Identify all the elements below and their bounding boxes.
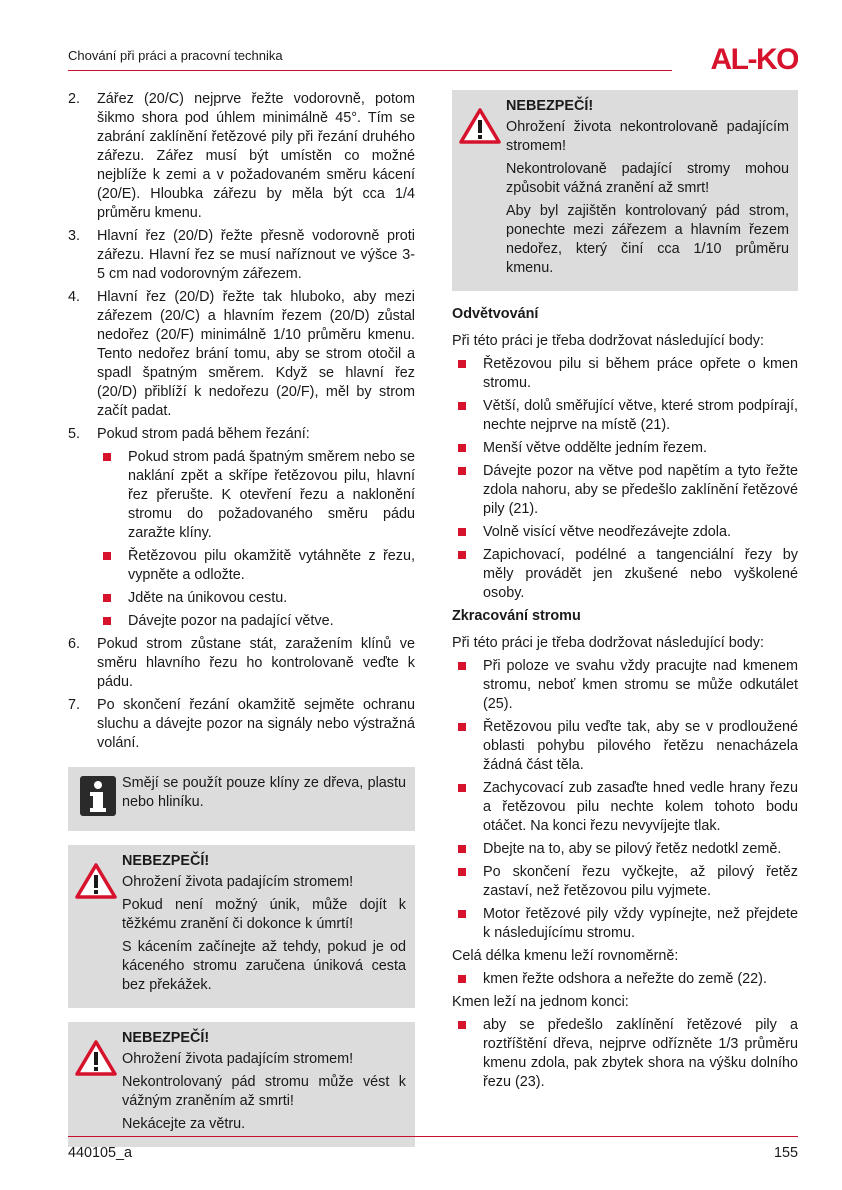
danger-box — [68, 845, 415, 1008]
numbered-item — [68, 425, 415, 444]
item-text: Po skončení řezání okamžitě sejměte ochranu sluchu a dávejte pozor na signály nebo výstražná volání. — [97, 697, 415, 751]
list-item — [452, 779, 798, 836]
danger-box — [68, 1022, 415, 1147]
item-number: 3. — [68, 228, 81, 244]
bullet-square-icon — [103, 552, 111, 560]
item-text: Hlavní řez (20/D) řežte přesně vodorovně proti zářezu. Hlavní řez se musí naříznout ve výšce 3-5 cm nad vodorovným zářezem. — [97, 228, 415, 282]
section-intro: Při této práci je třeba dodržovat následující body: — [452, 333, 764, 349]
item-text: Hlavní řez (20/D) řežte tak hluboko, aby mezi zářezem (20/C) a hlavním řezem (20/D) zůstal nedořez (20/F) minimálně 1/10 průměru kmenu. Tento nedořez brání tomu, aby se strom otočil a spadl špatným směrem. Když se hlavní řez (20/D) přiblíží k nedořezu (20/F), měl by strom začít padat. — [97, 289, 415, 419]
item-number: 5. — [68, 426, 81, 442]
paragraph: Kmen leží na jednom konci: — [452, 994, 629, 1010]
item-text: Pokud strom zůstane stát, zaražením klínů ve směru hlavního řezu ho kontrolovaně veďte k pádu. — [97, 636, 415, 690]
numbered-item — [68, 288, 415, 421]
header-rule — [68, 70, 672, 71]
danger-title: NEBEZPEČÍ! — [506, 98, 594, 114]
numbered-item — [68, 227, 415, 284]
list-item — [452, 1016, 798, 1092]
paragraph: Celá délka kmenu leží rovnoměrně: — [452, 948, 679, 964]
list-item — [452, 657, 798, 714]
list-item — [452, 523, 798, 542]
info-box — [68, 767, 415, 831]
bullet-text: aby se předešlo zaklínění řetězové pily a roztříštění dřeva, nejprve odřízněte 1/3 průměru kmenu zdola, pak zbytek shora na výšku dolního řezu (23). — [483, 1017, 798, 1090]
warning-triangle-icon — [458, 97, 506, 282]
list-item — [452, 397, 798, 435]
al-ko-logo — [680, 44, 798, 72]
bullet-text: Po skončení řezu vyčkejte, až pilový řetěz zastaví, než řetězovou pilu vyjmete. — [483, 864, 798, 899]
page-number: 155 — [773, 1145, 798, 1161]
bullet-square-icon — [458, 551, 466, 559]
list-item — [452, 718, 798, 775]
bullet-text: Řetězovou pilu veďte tak, aby se v prodloužené oblasti pohybu pilového řetězu nenacházela žádná část těla. — [483, 719, 798, 773]
danger-line: Ohrožení života padajícím stromem! — [122, 874, 354, 890]
list-item — [97, 547, 415, 585]
document-id: 440105_a — [68, 1145, 133, 1161]
item-text: Zářez (20/C) nejprve řežte vodorovně, potom šikmo shora pod úhlem minimálně 45°. Tím se zabrání zaklínění řetězové pily při řezání druhého zářezu. Zářez musí být umístěn co možné nejblíže k zemi a v požadovaném směru kácení (20/E). Hloubka zářezu by měla být cca 1/4 průměru kmenu. — [97, 91, 415, 221]
danger-line: Ohrožení života padajícím stromem! — [122, 1051, 354, 1067]
item-number: 4. — [68, 289, 81, 305]
item-number: 2. — [68, 91, 81, 107]
warning-triangle-icon — [74, 1029, 122, 1138]
bullet-square-icon — [103, 617, 111, 625]
header-title: Chování při práci a pracovní technika — [68, 48, 283, 63]
bullet-text: Řetězovou pilu okamžitě vytáhněte z řezu, vypněte a odložte. — [128, 548, 415, 583]
bullet-text: Dávejte pozor na padající větve. — [128, 613, 334, 629]
list-item — [452, 970, 798, 989]
list-item — [452, 355, 798, 393]
danger-line: Nekácejte za větru. — [122, 1116, 246, 1132]
danger-line: Ohrožení života nekontrolovaně padajícím stromem! — [506, 119, 789, 154]
list-item — [452, 439, 798, 458]
info-text: Smějí se použít pouze klíny ze dřeva, plastu nebo hliníku. — [122, 775, 406, 810]
bullet-square-icon — [458, 662, 466, 670]
danger-box — [452, 90, 798, 291]
left-column — [68, 90, 415, 1161]
item-text: Pokud strom padá během řezání: — [97, 426, 310, 442]
danger-line: Pokud není možný únik, může dojít k těžkému zranění či dokonce k úmrtí! — [122, 897, 406, 932]
list-item — [452, 905, 798, 943]
bullet-text: Motor řetězové pily vždy vypínejte, než přejdete k následujícímu stromu. — [483, 906, 798, 941]
danger-line: Nekontrolovaně padající stromy mohou způsobit vážná zranění až smrt! — [506, 161, 789, 196]
list-item — [452, 863, 798, 901]
bullet-square-icon — [458, 845, 466, 853]
bullet-text: Jděte na únikovou cestu. — [128, 590, 288, 606]
bullet-text: Při poloze ve svahu vždy pracujte nad kmenem stromu, neboť kmen stromu se může odkutálet (25). — [483, 658, 798, 712]
danger-title: NEBEZPEČÍ! — [122, 853, 210, 869]
list-item — [97, 589, 415, 608]
bullet-text: kmen řežte odshora a neřežte do země (22). — [483, 971, 767, 987]
bullet-text: Zapichovací, podélné a tangenciální řezy by měly provádět jen zkušené nebo vyškolené osoby. — [483, 547, 798, 601]
section-title: Zkracování stromu — [452, 608, 581, 624]
bullet-square-icon — [458, 1021, 466, 1029]
right-column — [452, 90, 798, 1096]
footer-rule — [68, 1136, 798, 1137]
numbered-item — [68, 90, 415, 223]
danger-title: NEBEZPEČÍ! — [122, 1030, 210, 1046]
danger-line: S kácením začínejte až tehdy, pokud je od káceného stromu zaručena úniková cesta bez překážek. — [122, 939, 406, 993]
bullet-square-icon — [458, 444, 466, 452]
warning-triangle-icon — [74, 852, 122, 999]
bullet-text: Pokud strom padá špatným směrem nebo se naklání zpět a skřípe řetězovou pilu, hlavní řez přerušte. K otevření řezu a naklonění stromu do požadovaného směru pádu zaražte klíny. — [128, 449, 415, 541]
bullet-square-icon — [103, 453, 111, 461]
item-number: 6. — [68, 636, 81, 652]
bullet-square-icon — [458, 402, 466, 410]
section-intro: Při této práci je třeba dodržovat následující body: — [452, 635, 764, 651]
bullet-square-icon — [458, 975, 466, 983]
bullet-square-icon — [458, 360, 466, 368]
info-icon — [74, 774, 122, 822]
logo-text: AL-KO — [710, 44, 798, 72]
bullet-square-icon — [458, 868, 466, 876]
bullet-text: Volně visící větve neodřezávejte zdola. — [483, 524, 731, 540]
danger-line: Nekontrolovaný pád stromu může vést k vážným zraněním až smrti! — [122, 1074, 406, 1109]
sub-bullet-list — [97, 448, 415, 631]
bullet-square-icon — [458, 528, 466, 536]
bullet-square-icon — [458, 723, 466, 731]
list-item — [452, 462, 798, 519]
bullet-square-icon — [458, 784, 466, 792]
section-title: Odvětvování — [452, 306, 539, 322]
list-item — [452, 840, 798, 859]
danger-line: Aby byl zajištěn kontrolovaný pád strom, ponechte mezi zářezem a hlavním řezem nedořez, který činí cca 1/10 průměru kmenu. — [506, 203, 789, 276]
bullet-text: Dbejte na to, aby se pilový řetěz nedotkl země. — [483, 841, 782, 857]
bullet-text: Řetězovou pilu si během práce opřete o kmen stromu. — [483, 356, 798, 391]
bullet-square-icon — [103, 594, 111, 602]
bullet-square-icon — [458, 910, 466, 918]
bullet-text: Dávejte pozor na větve pod napětím a tyto řežte zdola nahoru, aby se předešlo zaklínění řetězové pily (21). — [483, 463, 798, 517]
bullet-square-icon — [458, 467, 466, 475]
list-item — [97, 448, 415, 543]
numbered-item — [68, 696, 415, 753]
item-number: 7. — [68, 697, 81, 713]
numbered-item — [68, 635, 415, 692]
list-item — [452, 546, 798, 603]
bullet-text: Menší větve oddělte jedním řezem. — [483, 440, 707, 456]
bullet-text: Větší, dolů směřující větve, které strom podpírají, nechte nejprve na místě (21). — [483, 398, 798, 433]
list-item — [97, 612, 415, 631]
bullet-text: Zachycovací zub zasaďte hned vedle hrany řezu a řetězovou pilu nechte kolem tohoto bodu otáčet. Na konci řezu nevyvíjejte tlak. — [483, 780, 798, 834]
